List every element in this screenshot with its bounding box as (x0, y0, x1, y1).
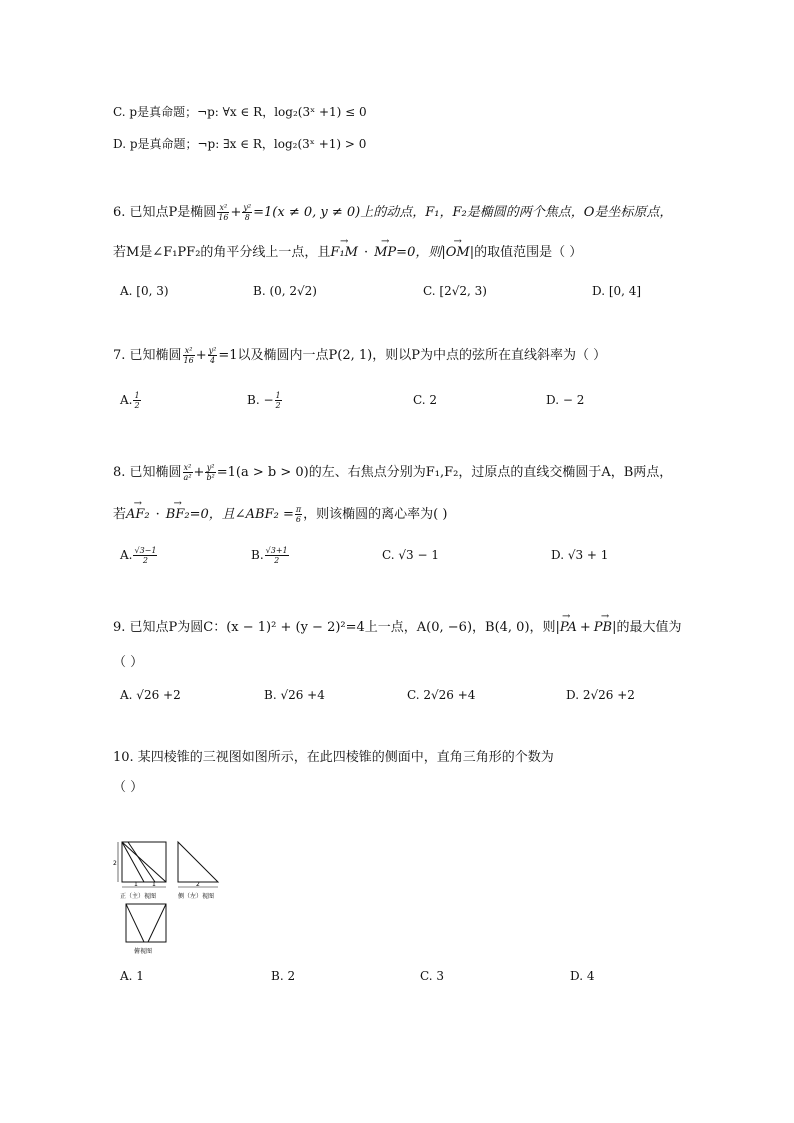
q7-fraction-x (183, 346, 195, 365)
q5-option-d: D. p是真命题；¬p: ∃x ∈ R，log₂(3ˣ +1) > 0 (113, 137, 367, 151)
q7-option-b (247, 391, 283, 410)
front-view-diagonal-3 (128, 842, 155, 882)
q6-frac2-num: y² (243, 203, 252, 212)
q8-option-b-fraction (265, 546, 289, 565)
q6-option-a: A. [0, 3) (120, 284, 169, 298)
q8-stem-line2 (113, 505, 447, 524)
q7-text-b: =1以及椭圆内一点P(2, 1)，则以P为中点的弦所在直线斜率为（ ） (218, 348, 607, 363)
q8-frac2-num: y² (206, 463, 215, 472)
label-top-view: 俯视图 (134, 948, 153, 955)
three-view-figure (108, 836, 228, 966)
q9-option-d: D. 2√26 +2 (566, 688, 635, 702)
dim-1b: 1 (152, 881, 156, 888)
q7-option-d: D. − 2 (546, 393, 585, 407)
q6-vector-om: → |OM| (441, 244, 474, 262)
q7-text-a: 7. 已知椭圆 (113, 348, 182, 363)
q7-frac1-den: 16 (183, 356, 194, 365)
q7-option-a (120, 391, 142, 410)
q8-text-d: =0，且∠ABF₂ = (189, 507, 294, 522)
label-side-view: 侧（左）视图 (178, 893, 215, 900)
q9-plus: + (579, 620, 591, 635)
q8-angle-den: 6 (295, 515, 302, 524)
q8-option-b-label: B. (251, 548, 264, 562)
q8-text-c: 若 (113, 507, 127, 522)
q10-stem-line1: 10. 某四棱锥的三视图如图所示，在此四棱锥的侧面中，直角三角形的个数为 (113, 750, 554, 765)
q8-frac1-den: a² (183, 473, 192, 482)
q6-frac2-den: 8 (244, 213, 250, 222)
q6-option-c: C. [2√2, 3) (423, 284, 487, 298)
q6-stem-line2 (113, 244, 582, 262)
q7-frac1-num: x² (183, 346, 195, 356)
q6-text-b: =1(x ≠ 0, y ≠ 0)上的动点，F₁，F₂是椭圆的两个焦点，O是坐标原点， (253, 205, 673, 220)
q10-option-a: A. 1 (120, 969, 144, 983)
top-view-diagonal-1 (126, 904, 144, 942)
q6-frac1-num: x² (217, 203, 229, 213)
q6-vector-f1m: → F₁M (330, 244, 358, 262)
q9-option-a: A. √26 +2 (120, 688, 181, 702)
side-view-triangle (178, 842, 218, 882)
front-view-diagonal-2 (122, 842, 144, 882)
q6-option-d: D. [0, 4] (592, 284, 642, 298)
q8-text-e: ，则该椭圆的离心率为( ) (303, 507, 448, 522)
q7-option-b-fraction (275, 391, 282, 410)
q10-stem-line2: （ ） (113, 780, 144, 795)
q6-text-e: 的取值范围是（ ） (474, 245, 583, 260)
front-view-diagonal-1 (122, 842, 166, 882)
q6-fraction-x (217, 203, 229, 222)
top-view (126, 904, 166, 942)
q9-text-b: 的最大值为 (616, 620, 682, 635)
q6-frac1-den: 16 (218, 213, 229, 222)
q8-angle-num: π (295, 505, 302, 514)
q7-option-a-label: A. (120, 393, 133, 407)
q7-option-a-num: 1 (134, 391, 140, 400)
q9-option-c: C. 2√26 +4 (407, 688, 476, 702)
q10-option-b: B. 2 (271, 969, 296, 983)
q8-frac1-num: x² (183, 463, 192, 472)
q8-option-b-den: 2 (274, 556, 280, 565)
q8-option-a-den: 2 (142, 556, 149, 565)
q6-dot: · (363, 245, 369, 260)
q8-option-a-label: A. (120, 548, 133, 562)
q8-stem-line1 (113, 463, 672, 482)
q8-option-b-num: √3+1 (265, 546, 288, 555)
q7-plus: + (195, 348, 207, 363)
q7-frac2-den: 4 (209, 356, 216, 365)
q7-stem (113, 346, 606, 365)
q8-option-d: D. √3 + 1 (551, 548, 609, 562)
q7-frac2-num: y² (208, 346, 217, 355)
q8-angle-fraction (295, 505, 302, 524)
top-view-diagonal-2 (148, 904, 166, 942)
q7-option-a-fraction (133, 391, 140, 410)
q8-option-a (120, 546, 158, 565)
q8-option-a-fraction (133, 546, 157, 565)
q8-text-b: =1(a > b > 0)的左、右焦点分别为F₁,F₂，过原点的直线交椭圆于A，B两点， (216, 465, 673, 480)
q7-option-b-num: 1 (275, 391, 281, 400)
q7-option-a-den: 2 (134, 401, 140, 410)
q8-vector-af2: → AF₂ (126, 506, 150, 524)
q6-stem-line1 (113, 203, 672, 222)
q8-option-c: C. √3 − 1 (382, 548, 439, 562)
q7-option-b-den: 2 (275, 401, 281, 410)
q9-stem-line2: （ ） (113, 655, 144, 670)
q8-option-a-num: √3−1 (134, 546, 157, 555)
top-view-outline (126, 904, 166, 942)
q8-fraction-x (183, 463, 193, 482)
q6-text-c: 若M是∠F₁PF₂的角平分线上一点，且 (113, 245, 331, 260)
q8-option-b (251, 546, 290, 565)
q9-vector-pb: → PB| (594, 619, 617, 637)
q8-dot: · (155, 507, 160, 522)
q9-stem-line1 (113, 619, 681, 637)
q5-option-c: C. p是真命题；¬p: ∀x ∈ R，log₂(3ˣ +1) ≤ 0 (113, 105, 367, 119)
q10-option-d: D. 4 (570, 969, 595, 983)
q6-text-a: 6. 已知点P是椭圆 (113, 205, 217, 220)
q9-vector-pa: → |PA (556, 619, 577, 637)
q7-option-c: C. 2 (413, 393, 438, 407)
q8-vector-bf2: → BF₂ (166, 506, 190, 524)
q7-fraction-y (208, 346, 218, 365)
q8-frac2-den: b² (206, 473, 215, 482)
q6-fraction-y (242, 203, 252, 222)
q6-plus: + (230, 205, 242, 220)
q8-fraction-y (205, 463, 215, 482)
q6-vector-mp: → MP (374, 244, 396, 262)
q8-plus: + (193, 465, 205, 480)
q6-option-b: B. (0, 2√2) (253, 284, 317, 298)
q6-text-d: =0，则 (396, 245, 442, 260)
dim-2-left: 2 (113, 860, 117, 867)
q10-option-c: C. 3 (420, 969, 445, 983)
q8-text-a: 8. 已知椭圆 (113, 465, 182, 480)
q9-option-b: B. √26 +4 (264, 688, 325, 702)
label-front-view: 正（主）视图 (120, 893, 157, 900)
dim-1a: 1 (134, 881, 138, 888)
q9-text-a: 9. 已知点P为圆C：(x − 1)² + (y − 2)²=4上一点，A(0, −6)，B(4, 0)，则 (113, 620, 556, 635)
dim-2-side: 2 (196, 881, 200, 888)
q7-option-b-label: B. − (247, 393, 274, 407)
front-view (118, 842, 166, 887)
